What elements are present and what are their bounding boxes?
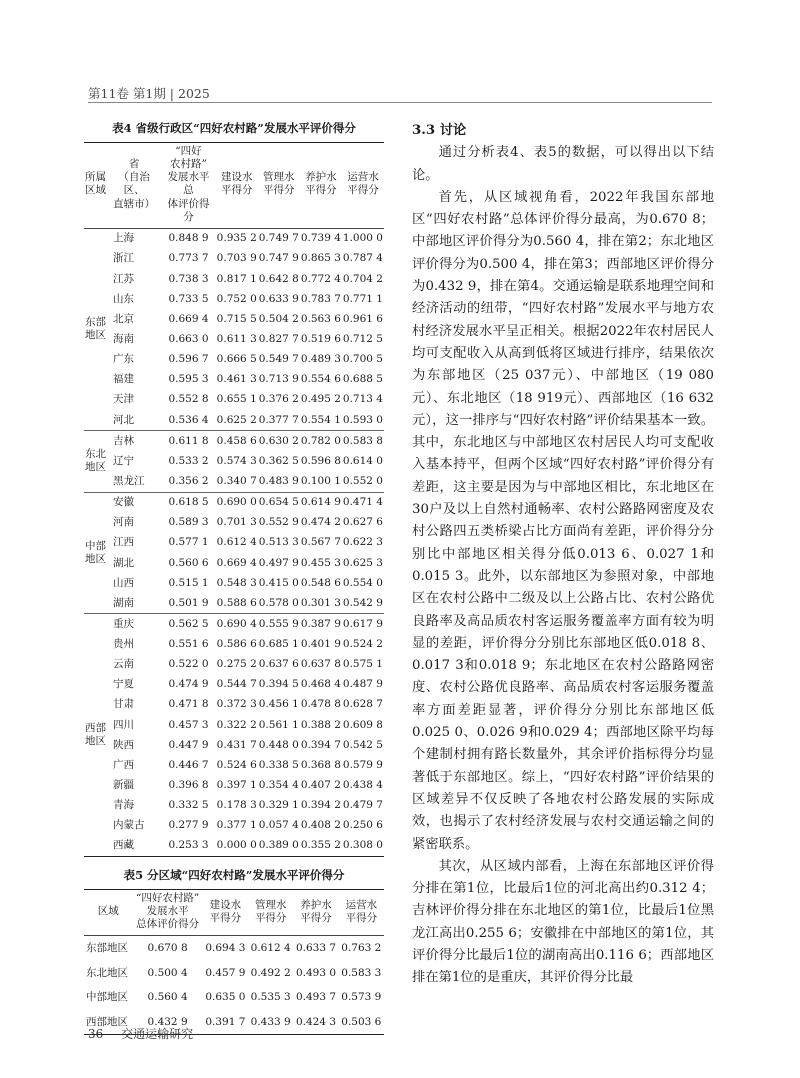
score-cell: 0.394 2	[300, 799, 341, 812]
score-cell: 0.593 0	[342, 413, 383, 426]
table-row	[84, 410, 384, 431]
score-cell: 0.493 7	[295, 991, 337, 1004]
score-cell: 0.377 7	[258, 413, 299, 426]
score-cell: 0.000 0	[216, 839, 257, 852]
table4-header-cell: 运营水 平得分	[342, 143, 384, 229]
score-cell: 0.630 2	[258, 431, 300, 452]
score-cell: 0.817 1	[216, 272, 257, 285]
score-cell: 0.577 1	[168, 536, 209, 549]
table-row	[84, 451, 384, 471]
score-cell: 0.618 5	[161, 492, 215, 513]
score-cell: 0.515 1	[168, 576, 209, 589]
score-cell: 0.457 3	[168, 718, 209, 731]
score-cell: 0.455 3	[300, 556, 341, 569]
table-row	[84, 961, 384, 986]
score-cell: 0.356 2	[168, 474, 209, 487]
score-cell: 0.783 7	[300, 292, 341, 305]
table-row	[84, 350, 384, 370]
table-row	[84, 635, 384, 655]
score-cell: 0.655 1	[216, 393, 257, 406]
table-row	[84, 309, 384, 329]
score-cell: 0.552 8	[168, 393, 209, 406]
score-cell: 0.542 9	[342, 596, 383, 609]
score-cell: 0.554 1	[300, 413, 341, 426]
page-number: 36	[88, 1027, 104, 1041]
score-cell: 0.773 7	[168, 252, 209, 265]
table-row	[84, 776, 384, 796]
score-cell: 0.388 2	[300, 718, 341, 731]
score-cell: 0.763 2	[341, 942, 382, 955]
table-row	[84, 573, 384, 593]
table-row	[84, 370, 384, 390]
score-cell: 0.561 1	[258, 718, 299, 731]
score-cell: 0.394 7	[300, 738, 341, 751]
score-cell: 0.670 8	[147, 942, 188, 955]
score-cell: 0.536 4	[168, 413, 209, 426]
body-text-column	[412, 120, 714, 990]
score-cell: 0.612 4	[216, 536, 257, 549]
score-cell: 0.447 9	[168, 738, 209, 751]
score-cell: 0.588 6	[216, 596, 257, 609]
table-row	[84, 390, 384, 410]
table4-header-cell: 管理水 平得分	[258, 143, 300, 229]
table-row	[84, 836, 384, 857]
score-cell: 0.461 3	[216, 373, 257, 386]
table-row	[84, 492, 384, 513]
table4-header-cell: “四好 农村路” 发展水平总 体评价得分	[161, 143, 215, 229]
score-cell: 0.389 0	[258, 839, 299, 852]
score-cell: 0.637 8	[300, 658, 341, 671]
score-cell: 0.617 9	[342, 614, 384, 635]
province-cell: 湖南	[113, 596, 134, 609]
score-cell: 0.575 1	[342, 658, 383, 671]
score-cell: 0.487 9	[342, 678, 383, 691]
score-cell: 0.548 3	[216, 576, 257, 589]
table-row	[84, 533, 384, 553]
score-cell: 0.424 3	[295, 1015, 337, 1028]
score-cell: 0.308 0	[342, 839, 383, 852]
table-row	[84, 816, 384, 836]
province-cell: 福建	[113, 373, 134, 386]
province-cell: 天津	[113, 393, 134, 406]
score-cell: 0.614 9	[300, 492, 342, 513]
score-cell: 0.554 0	[342, 576, 383, 589]
score-cell: 0.562 5	[161, 614, 215, 635]
table4	[84, 142, 384, 857]
score-cell: 0.446 7	[168, 758, 209, 771]
score-cell: 0.747 9	[258, 252, 299, 265]
score-cell: 0.057 4	[258, 819, 299, 832]
table5-header-cell: 运营水 平得分	[339, 890, 384, 936]
score-cell: 0.635 0	[205, 991, 246, 1004]
score-cell: 0.609 8	[342, 718, 383, 731]
score-cell: 0.628 7	[342, 698, 383, 711]
region-cell: 西部 地区	[84, 614, 107, 857]
table-row	[84, 675, 384, 695]
score-cell: 0.483 9	[258, 474, 299, 487]
score-cell: 0.431 7	[216, 738, 257, 751]
table4-header-cell: 省 （自治区、 直辖市）	[107, 143, 161, 229]
score-cell: 0.376 2	[258, 393, 299, 406]
score-cell: 0.492 2	[250, 966, 291, 979]
table4-caption: 表4 省级行政区“四好农村路”发展水平评价得分	[112, 121, 356, 135]
province-cell: 新疆	[113, 779, 134, 792]
score-cell: 0.394 5	[258, 678, 299, 691]
table-row	[84, 228, 384, 249]
province-cell: 山西	[113, 576, 134, 589]
score-cell: 0.544 7	[216, 678, 257, 691]
region-cell: 西部地区	[86, 1015, 128, 1028]
score-cell: 0.415 0	[258, 576, 299, 589]
score-cell: 0.935 2	[216, 232, 257, 245]
table-row	[84, 755, 384, 775]
score-cell: 0.408 2	[300, 819, 341, 832]
score-cell: 0.178 3	[216, 799, 257, 812]
score-cell: 0.574 3	[216, 454, 257, 467]
score-cell: 0.611 3	[216, 332, 257, 345]
score-cell: 0.625 2	[216, 413, 257, 426]
score-cell: 0.622 3	[342, 536, 383, 549]
score-cell: 0.694 3	[205, 942, 246, 955]
province-cell: 辽宁	[113, 454, 134, 467]
table-row	[84, 735, 384, 755]
table-row	[84, 553, 384, 573]
score-cell: 0.625 3	[342, 556, 383, 569]
table-row	[84, 614, 384, 635]
score-cell: 0.519 6	[300, 332, 341, 345]
paragraph: 首先，从区域视角看，2022年我国东部地区“四好农村路”总体评价得分最高，为0.670 8；中部地区评价得分为0.560 4，排在第2；东北地区评价得分为0.500 4，排在第3；西部地区评价得分为0.432 9，排在第4。交通运输是联系地理空间和经济活动的纽带，“四好农村路”发展水平与地方农村经济发展水平呈正相关。根据2022年农村居民人均可支配收入从高到低将区域进行排序，结果依次为东部地区（25 037元）、中部地区（19 080元）、东北地区（18 919元）、西部地区（16 632元），这一排序与“四好农村路”评价结果基本一致。其中，东北地区与中部地区农村居民人均可支配收入基本持平，但两个区域“四好农村路”评价得分有差距，这主要是因为与中部地区相比，东北地区在30户及以上自然村通畅率、农村公路路网密度及农村公路四五类桥梁占比方面尚有差距，评价得分分别比中部地区相关得分低0.013 6、0.027 1和0.015 3。此外，以东部地区为参照对象，中部地区在农村公路中二级及以上公路占比、农村公路优良路率及高品质农村客运服务覆盖率方面有较为明显的差距，评价得分分别比东部地区低0.018 8、0.017 3和0.018 9；东北地区在农村公路路网密度、农村公路优良路率、高品质农村客运服务覆盖率方面差距显著，评价得分分别比东部地区低0.025 0、0.026 9和0.029 4；西部地区除平均每个建制村拥有路长数量外，其余评价指标得分均显著低于东部地区。综上，“四好农村路”评价结果的区域差异不仅反映了各地农村公路发展的实际成效，也揭示了农村经济发展与农村交通运输之间的紧密联系。	[412, 189, 714, 852]
score-cell: 0.524 6	[216, 758, 257, 771]
province-cell: 河南	[113, 516, 134, 529]
score-cell: 0.448 0	[258, 738, 299, 751]
header-rule	[88, 102, 712, 103]
score-cell: 0.542 5	[342, 738, 383, 751]
score-cell: 0.712 5	[342, 332, 383, 345]
region-cell: 东北 地区	[84, 431, 107, 492]
score-cell: 0.322 2	[216, 718, 257, 731]
paragraph: 其次，从区域内部看，上海在东部地区评价得分排在第1位，比最后1位的河北高出约0.312 4；吉林评价得分排在东北地区的第1位，比最后1位黑龙江高出0.255 6；安徽排在中部地区的第1位，其评价得分比最后1位的湖南高出0.116 6；西部地区排在第1位的是重庆，其评价得分比最	[412, 858, 714, 986]
score-cell: 0.474 2	[300, 516, 341, 529]
score-cell: 0.301 3	[300, 596, 341, 609]
score-cell: 0.586 6	[216, 638, 257, 651]
score-cell: 0.493 0	[295, 966, 337, 979]
score-cell: 0.688 5	[342, 373, 383, 386]
score-cell: 0.739 4	[300, 232, 341, 245]
score-cell: 0.503 6	[341, 1015, 382, 1028]
score-cell: 0.500 4	[147, 966, 188, 979]
score-cell: 0.583 3	[341, 966, 382, 979]
score-cell: 0.340 7	[216, 474, 257, 487]
table4-header-cell: 建设水 平得分	[216, 143, 258, 229]
score-cell: 0.567 7	[300, 536, 341, 549]
score-cell: 0.627 6	[342, 516, 383, 529]
table4-header-cell: 养护水 平得分	[300, 143, 342, 229]
score-cell: 0.329 1	[258, 799, 299, 812]
score-cell: 0.397 1	[216, 779, 257, 792]
score-cell: 0.642 8	[258, 272, 299, 285]
province-cell: 黑龙江	[113, 474, 145, 487]
score-cell: 0.611 8	[161, 431, 215, 452]
region-cell: 中部地区	[86, 991, 128, 1004]
score-cell: 0.433 9	[250, 1015, 291, 1028]
table-row	[84, 269, 384, 289]
score-cell: 0.489 3	[300, 353, 341, 366]
score-cell: 0.432 9	[147, 1015, 188, 1028]
table-row	[84, 655, 384, 675]
province-cell: 陕西	[113, 738, 134, 751]
journal-name: 交通运输研究	[121, 1027, 194, 1041]
province-cell: 山东	[113, 292, 134, 305]
score-cell: 0.782 0	[300, 431, 342, 452]
table-row	[84, 431, 384, 452]
score-cell: 0.690 0	[216, 492, 258, 513]
score-cell: 0.669 4	[168, 312, 209, 325]
score-cell: 0.387 9	[300, 614, 342, 635]
score-cell: 0.573 9	[341, 991, 382, 1004]
score-cell: 0.614 0	[342, 454, 383, 467]
score-cell: 0.338 5	[258, 758, 299, 771]
score-cell: 0.277 9	[168, 819, 209, 832]
score-cell: 0.522 0	[168, 658, 209, 671]
region-cell: 东部地区	[86, 942, 128, 955]
score-cell: 0.596 8	[300, 454, 341, 467]
region-cell: 中部 地区	[84, 492, 107, 614]
score-cell: 0.471 8	[168, 698, 209, 711]
province-cell: 云南	[113, 658, 134, 671]
score-cell: 0.354 4	[258, 779, 299, 792]
province-cell: 西藏	[113, 839, 134, 852]
table-row	[84, 985, 384, 1010]
table-row	[84, 796, 384, 816]
score-cell: 0.703 9	[216, 252, 257, 265]
province-cell: 贵州	[113, 638, 134, 651]
score-cell: 0.552 0	[342, 474, 383, 487]
score-cell: 0.355 2	[300, 839, 341, 852]
running-header: 第11卷 第1期 | 2025	[88, 86, 210, 101]
table5-header-cell: 区域	[84, 890, 132, 936]
score-cell: 0.560 6	[168, 556, 209, 569]
score-cell: 0.551 6	[168, 638, 209, 651]
table5-header-cell: 养护水 平得分	[293, 890, 338, 936]
score-cell: 0.368 8	[300, 758, 341, 771]
score-cell: 0.701 3	[216, 516, 257, 529]
province-cell: 广西	[113, 758, 134, 771]
section-heading: 3.3 讨论	[412, 123, 467, 138]
table-row	[84, 329, 384, 349]
score-cell: 0.595 3	[168, 373, 209, 386]
score-cell: 0.704 2	[342, 272, 383, 285]
score-cell: 0.458 6	[216, 431, 258, 452]
score-cell: 0.666 5	[216, 353, 257, 366]
score-cell: 0.669 4	[216, 556, 257, 569]
table-row	[84, 249, 384, 269]
score-cell: 0.555 9	[258, 614, 300, 635]
table5-header-cell: 建设水 平得分	[203, 890, 248, 936]
province-cell: 广东	[113, 353, 134, 366]
score-cell: 0.457 9	[205, 966, 246, 979]
score-cell: 0.479 7	[342, 799, 383, 812]
score-cell: 0.738 3	[168, 272, 209, 285]
score-cell: 0.787 4	[342, 252, 383, 265]
province-cell: 四川	[113, 718, 134, 731]
table5	[84, 889, 384, 1035]
score-cell: 0.685 1	[258, 638, 299, 651]
table-row	[84, 936, 384, 961]
score-cell: 0.497 9	[258, 556, 299, 569]
score-cell: 0.552 9	[258, 516, 299, 529]
score-cell: 0.713 4	[342, 393, 383, 406]
score-cell: 0.596 7	[168, 353, 209, 366]
score-cell: 0.391 7	[205, 1015, 246, 1028]
score-cell: 0.749 7	[258, 232, 299, 245]
table-row	[84, 289, 384, 309]
score-cell: 0.554 6	[300, 373, 341, 386]
province-cell: 江西	[113, 536, 134, 549]
province-cell: 内蒙古	[113, 819, 145, 832]
table-row	[84, 715, 384, 735]
score-cell: 0.456 1	[258, 698, 299, 711]
province-cell: 甘肃	[113, 698, 134, 711]
score-cell: 0.533 2	[168, 454, 209, 467]
province-cell: 浙江	[113, 252, 134, 265]
score-cell: 0.372 3	[216, 698, 257, 711]
score-cell: 0.524 2	[342, 638, 383, 651]
page-footer	[88, 1025, 193, 1042]
table-row	[84, 513, 384, 533]
province-cell: 青海	[113, 799, 134, 812]
province-cell: 吉林	[107, 431, 161, 452]
province-cell: 上海	[113, 232, 134, 245]
score-cell: 0.589 3	[168, 516, 209, 529]
score-cell: 0.612 4	[250, 942, 291, 955]
score-cell: 0.401 9	[300, 638, 341, 651]
score-cell: 0.713 9	[258, 373, 299, 386]
score-cell: 0.563 6	[300, 312, 341, 325]
province-cell: 江苏	[113, 272, 134, 285]
score-cell: 0.250 6	[342, 819, 383, 832]
province-cell: 宁夏	[113, 678, 134, 691]
province-cell: 北京	[113, 312, 134, 325]
province-cell: 湖北	[113, 556, 134, 569]
province-cell: 海南	[113, 332, 134, 345]
score-cell: 0.579 9	[342, 758, 383, 771]
table5-header-cell: 管理水 平得分	[248, 890, 293, 936]
table5-caption: 表5 分区域“四好农村路”发展水平评价得分	[123, 868, 345, 883]
score-cell: 0.633 7	[295, 942, 337, 955]
province-cell: 重庆	[107, 614, 161, 635]
score-cell: 0.865 3	[300, 252, 341, 265]
score-cell: 0.548 6	[300, 576, 341, 589]
score-cell: 0.362 5	[258, 454, 299, 467]
score-cell: 0.700 5	[342, 353, 383, 366]
score-cell: 0.772 4	[300, 272, 341, 285]
score-cell: 0.100 1	[300, 474, 341, 487]
table4-header-cell: 所属 区域	[84, 143, 107, 229]
score-cell: 0.396 8	[168, 779, 209, 792]
region-cell: 东部 地区	[85, 316, 106, 342]
score-cell: 0.752 0	[216, 292, 257, 305]
score-cell: 0.332 5	[168, 799, 209, 812]
score-cell: 0.495 2	[300, 393, 341, 406]
score-cell: 0.848 9	[168, 232, 209, 245]
table-row	[84, 471, 384, 492]
score-cell: 0.733 5	[168, 292, 209, 305]
score-cell: 0.438 4	[342, 779, 383, 792]
score-cell: 0.501 9	[168, 596, 209, 609]
score-cell: 0.583 8	[342, 431, 384, 452]
score-cell: 0.535 3	[250, 991, 291, 1004]
score-cell: 0.474 9	[168, 678, 209, 691]
score-cell: 0.253 3	[168, 839, 209, 852]
table-row	[84, 593, 384, 614]
score-cell: 0.633 9	[258, 292, 299, 305]
region-cell: 东北地区	[86, 966, 128, 979]
score-cell: 0.654 5	[258, 492, 300, 513]
score-cell: 0.578 0	[258, 596, 299, 609]
province-cell: 安徽	[107, 492, 161, 513]
score-cell: 0.771 1	[342, 292, 383, 305]
score-cell: 1.000 0	[342, 232, 383, 245]
tables-column	[84, 118, 384, 1035]
score-cell: 0.690 4	[216, 614, 258, 635]
score-cell: 0.504 2	[258, 312, 299, 325]
table5-header-cell: “四好农村路” 发展水平 总体评价得分	[132, 890, 202, 936]
score-cell: 0.513 3	[258, 536, 299, 549]
score-cell: 0.637 6	[258, 658, 299, 671]
score-cell: 0.560 4	[147, 991, 188, 1004]
score-cell: 0.377 1	[216, 819, 257, 832]
score-cell: 0.471 4	[342, 492, 384, 513]
score-cell: 0.275 2	[216, 658, 257, 671]
table-row	[84, 695, 384, 715]
paragraph: 通过分析表4、表5的数据，可以得出以下结论。	[412, 145, 714, 183]
score-cell: 0.827 7	[258, 332, 299, 345]
score-cell: 0.407 2	[300, 779, 341, 792]
province-cell: 河北	[113, 413, 134, 426]
score-cell: 0.663 0	[168, 332, 209, 345]
score-cell: 0.478 8	[300, 698, 341, 711]
score-cell: 0.961 6	[342, 312, 383, 325]
score-cell: 0.468 4	[300, 678, 341, 691]
score-cell: 0.549 7	[258, 353, 299, 366]
score-cell: 0.715 5	[216, 312, 257, 325]
